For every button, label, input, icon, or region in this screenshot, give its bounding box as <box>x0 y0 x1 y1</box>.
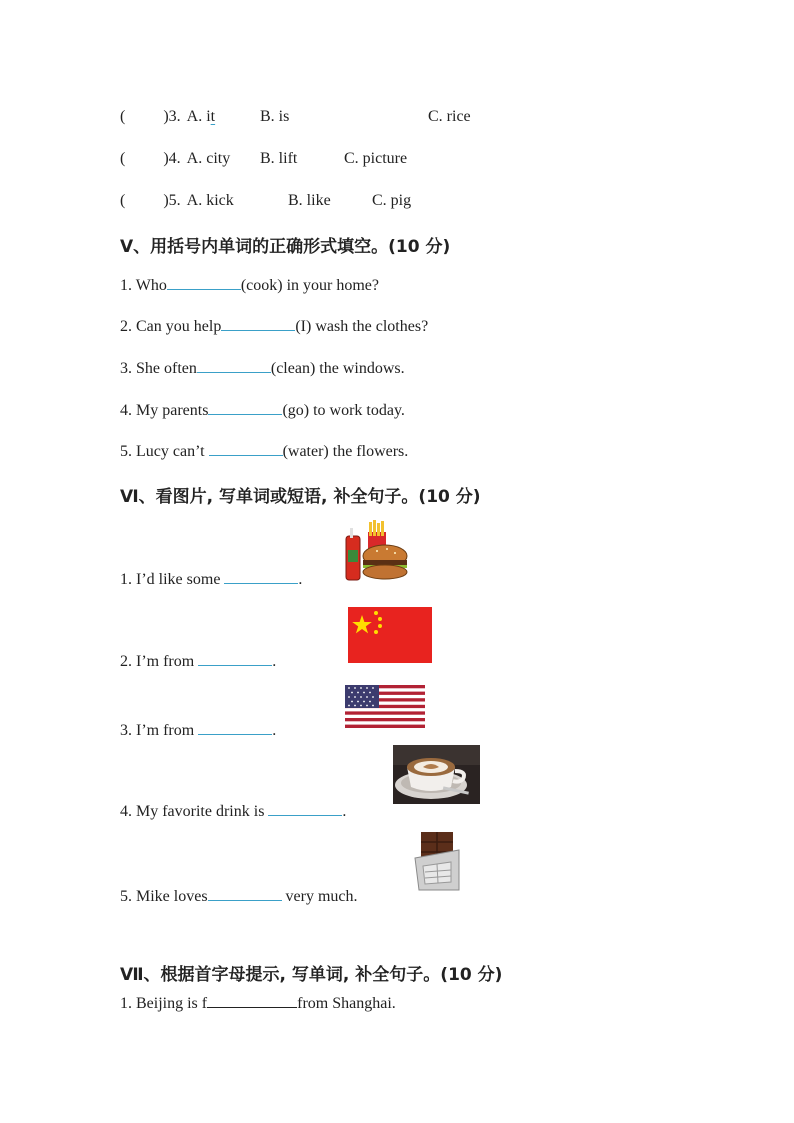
question <box>120 400 405 420</box>
answer-blank[interactable] <box>207 993 297 1008</box>
question-text: (I) wash the clothes? <box>295 318 429 335</box>
question-text: 3. She often <box>120 360 197 377</box>
section-title: Ⅶ、根据首字母提示, 写单词, 补全句子。(10 分) <box>120 965 503 985</box>
answer-blank[interactable] <box>208 886 282 901</box>
paren: ( <box>120 108 126 125</box>
option-c: C. rice <box>428 108 471 125</box>
answer-blank[interactable] <box>198 651 272 666</box>
usa-flag-icon <box>345 685 425 728</box>
question-number: )5. <box>163 192 181 209</box>
option-b: B. is <box>260 108 290 125</box>
question-text: 1. Who <box>120 277 167 294</box>
option-c: C. picture <box>344 150 408 167</box>
answer-blank[interactable] <box>268 801 342 816</box>
question-text: . <box>298 571 303 588</box>
answer-blank[interactable] <box>167 275 241 290</box>
question-text: 5. Lucy can’t <box>120 443 209 460</box>
paren: ( <box>120 192 126 209</box>
section-title: Ⅴ、用括号内单词的正确形式填空。(10 分) <box>120 237 451 257</box>
question <box>120 993 396 1013</box>
option-a: A. city <box>186 150 231 167</box>
question-text: 1. Beijing is f <box>120 995 208 1012</box>
answer-blank[interactable] <box>221 316 295 331</box>
question <box>120 358 405 378</box>
question-number: )4. <box>163 150 181 167</box>
question <box>120 651 276 671</box>
question-text: very much. <box>281 888 358 905</box>
question-text: (clean) the windows. <box>270 360 405 377</box>
question-text: 2. Can you help <box>120 318 222 335</box>
option-a: A. it <box>186 108 216 125</box>
question <box>120 316 428 336</box>
question <box>120 569 302 589</box>
question-text: 4. My parents <box>120 402 209 419</box>
question <box>120 801 346 821</box>
question-text: 4. My favorite drink is <box>120 803 269 820</box>
question-number: )3. <box>163 108 181 125</box>
answer-blank[interactable] <box>197 358 271 373</box>
question-text: 5. Mike loves <box>120 888 208 905</box>
option-b: B. lift <box>260 150 298 167</box>
option-b: B. like <box>288 192 331 209</box>
choice-row <box>120 150 408 168</box>
option-a: A. kick <box>186 192 234 209</box>
question-text: (cook) in your home? <box>240 277 379 294</box>
question-text: . <box>272 653 277 670</box>
question <box>120 441 408 461</box>
question-text: (water) the flowers. <box>282 443 409 460</box>
section-title: Ⅵ、看图片, 写单词或短语, 补全句子。(10 分) <box>120 487 481 507</box>
question-text: from Shanghai. <box>297 995 396 1012</box>
question-text: 1. I’d like some <box>120 571 225 588</box>
answer-blank[interactable] <box>208 400 282 415</box>
question-text: 3. I’m from <box>120 722 199 739</box>
question <box>120 886 358 906</box>
answer-blank[interactable] <box>198 720 272 735</box>
coffee-icon <box>393 745 480 804</box>
question-text: . <box>272 722 277 739</box>
option-c: C. pig <box>372 192 412 209</box>
question <box>120 275 379 295</box>
question-text: . <box>342 803 347 820</box>
chocolate-icon <box>413 832 461 892</box>
answer-blank[interactable] <box>209 441 283 456</box>
question <box>120 720 276 740</box>
paren: ( <box>120 150 126 167</box>
answer-blank[interactable] <box>224 569 298 584</box>
china-flag-icon <box>348 607 432 663</box>
choice-row <box>120 108 471 126</box>
choice-row <box>120 192 412 210</box>
question-text: 2. I’m from <box>120 653 199 670</box>
food-icon <box>343 520 409 584</box>
question-text: (go) to work today. <box>282 402 405 419</box>
